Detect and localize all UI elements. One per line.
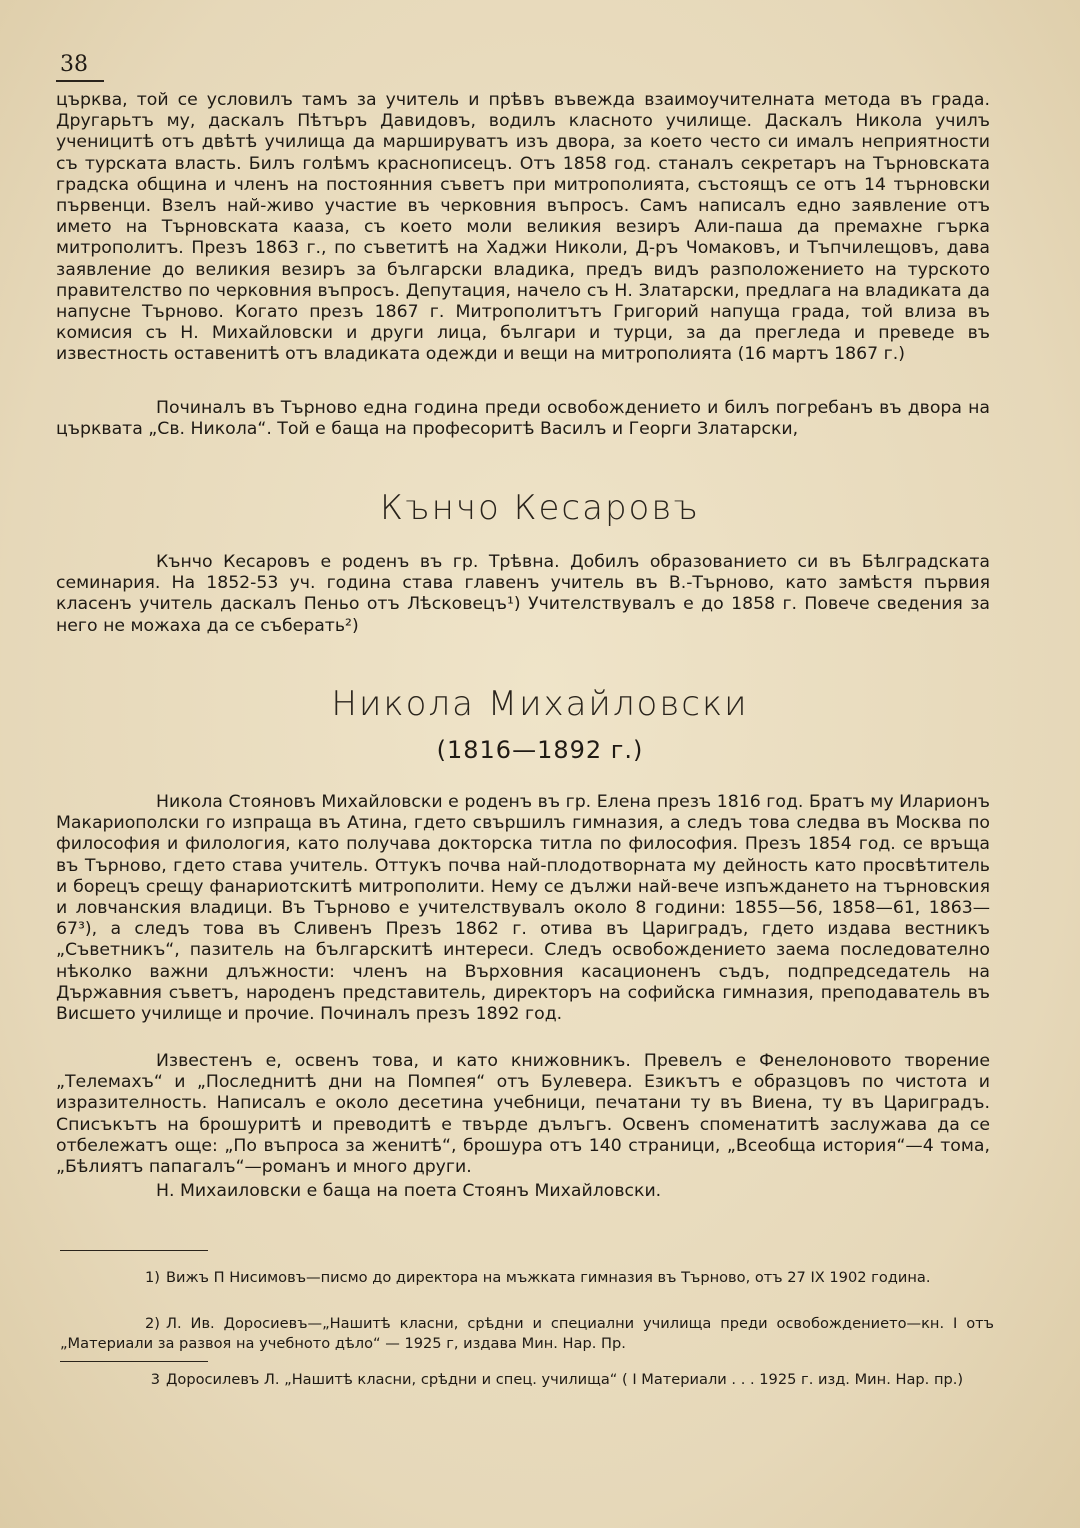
footnote-rule (60, 1250, 208, 1251)
mihaylovski-paragraph-2: Известенъ е, освенъ това, и като книжовникъ. Превелъ е Фенелоновото творение „Телемахъ“ и „Последнитѣ дни на Помпея“ отъ Булевера. Езикътъ е образцовъ по чистота и изразителность. Написалъ е около десетина учебници, печатани ту въ Виена, ту въ Цариградъ. Списъкътъ на брошуритѣ и преводитѣ е твърде дълъгъ. Освенъ споменатитѣ заслужава да се отбележатъ още: „По въпроса за женитѣ“, брошура отъ 140 страници, „Всеобща история“—4 тома, „Бѣлиятъ папагалъ“—романъ и много други. (56, 1051, 990, 1178)
footnote-1-text: Вижъ П Нисимовъ—писмо до директора на мъжката гимназия въ Търново, отъ 27 IX 1902 година. (166, 1269, 931, 1286)
footnote-2-text: Л. Ив. Доросиевъ—„Нашитѣ класни, срѣдни и специални училища преди освобождението—кн. I отъ „Материали за развоя на учебното дѣло“ — 1925 г, издава Мин. Нар. Пр. (60, 1315, 994, 1352)
heading-mihaylovski: Никола Михайловски (331, 684, 749, 724)
mihaylovski-years: (1816—1892 г.) (436, 736, 644, 764)
footnote-1 (60, 1268, 994, 1288)
page-number-rule (56, 80, 104, 82)
heading-kesarov: Кънчо Кесаровъ (380, 488, 700, 528)
footnote-2 (60, 1314, 994, 1353)
footnote-3-number: 3 (150, 1371, 160, 1388)
page-number: 38 (60, 52, 88, 77)
kesarov-paragraph: Кънчо Кесаровъ е роденъ въ гр. Трѣвна. Добилъ образованието си въ Бѣлградската семинария. На 1852-53 уч. година става главенъ учитель въ В.-Търново, като замѣстя първия класенъ учитель даскалъ Пеньо отъ Лѣсковецъ¹) Учителствувалъ е до 1858 г. Повече сведения за него не можаха да се съберать²) (56, 552, 990, 636)
footnote-2-number: 2) (145, 1315, 160, 1332)
footnote-rule-2 (60, 1361, 208, 1362)
footnote-1-number: 1) (145, 1269, 160, 1286)
mihaylovski-paragraph-1: Никола Стояновъ Михайловски е роденъ въ гр. Елена презъ 1816 год. Братъ му Иларионъ Макариополски го изпраща въ Атина, гдето свършилъ гимназия, а следъ това следва въ Москва по философия и филология, като получава докторска титла по философия. Презъ 1854 год. се връща въ Търново, гдето става учитель. Оттукъ почва най-плодотворната му дейность като просвѣтитель и борецъ срещу фанариотскитѣ митрополити. Нему се дължи най-вече изпъжданeто на търновския и ловчанския владици. Въ Търново е учителствувалъ около 8 години: 1855—56, 1858—61, 1863—67³), а следъ това въ Сливенъ Презъ 1862 г. отива въ Цариградъ, гдето издава вестникъ „Съветникъ“, пазитель на българскитѣ интереси. Следъ освобождението заема последователно нѣколко важни длъжности: членъ на Върховния касационенъ съдъ, подпредседатель на Държавния съветъ, народенъ представитель, директоръ на софийска гимназия, преподаватель въ Висшето училище и прочие. Починалъ презъ 1892 год. (56, 792, 990, 1025)
mihaylovski-paragraph-3: Н. Михаиловски е баща на поета Стоянъ Михайловски. (156, 1181, 662, 1201)
footnote-3-text: Доросилевъ Л. „Нашитѣ класни, срѣдни и спец. училища“ ( I Материали . . . 1925 г. изд. Мин. Нар. пр.) (166, 1371, 964, 1388)
intro-paragraph-2: Починалъ въ Търново една година преди освобождението и билъ погребанъ въ двора на църквата „Св. Никола“. Той е баща на професоритѣ Василъ и Георги Златарски, (56, 398, 990, 440)
footnote-3 (60, 1370, 994, 1390)
intro-paragraph-1: църква, той се условилъ тамъ за учитель и прѣвъ въвежда взаимоучителната метода въ града. Другарьтъ му, даскалъ Пѣтъръ Давидовъ, водилъ класното училище. Даскалъ Никола училъ ученицитѣ отъ двѣтѣ училища да маршируватъ изъ двора, за което често си ималъ неприятности съ турската власть. Билъ голѣмъ краснописецъ. Отъ 1858 год. станалъ секретаръ на Търновската градска община и членъ на постоянния съветъ при митрополията, състоящъ се отъ 14 търновски първенци. Взелъ най-живо участие въ черковния въпросъ. Самъ написалъ едно заявление отъ името на Търновската кааза, съ което моли великия везиръ Али-паша да премахне гърка митрополитъ. Презъ 1863 г., по съветитѣ на Хаджи Николи, Д-ръ Чомаковъ, и Тъпчилещовъ, дава заявление до великия везиръ за български владика, предъ видъ разположението на турското правителство по черковния въпросъ. Депутация, начело съ Н. Златарски, предлага на владиката да напусне Търново. Когато презъ 1867 г. Митрополитътъ Григорий напуща града, той влиза въ комисия съ Н. Михайловски и други лица, българи и турци, за да прегледа и преведе въ известность оставенитѣ отъ владиката одежди и вещи на митрополията (16 мартъ 1867 г.) (56, 90, 990, 365)
